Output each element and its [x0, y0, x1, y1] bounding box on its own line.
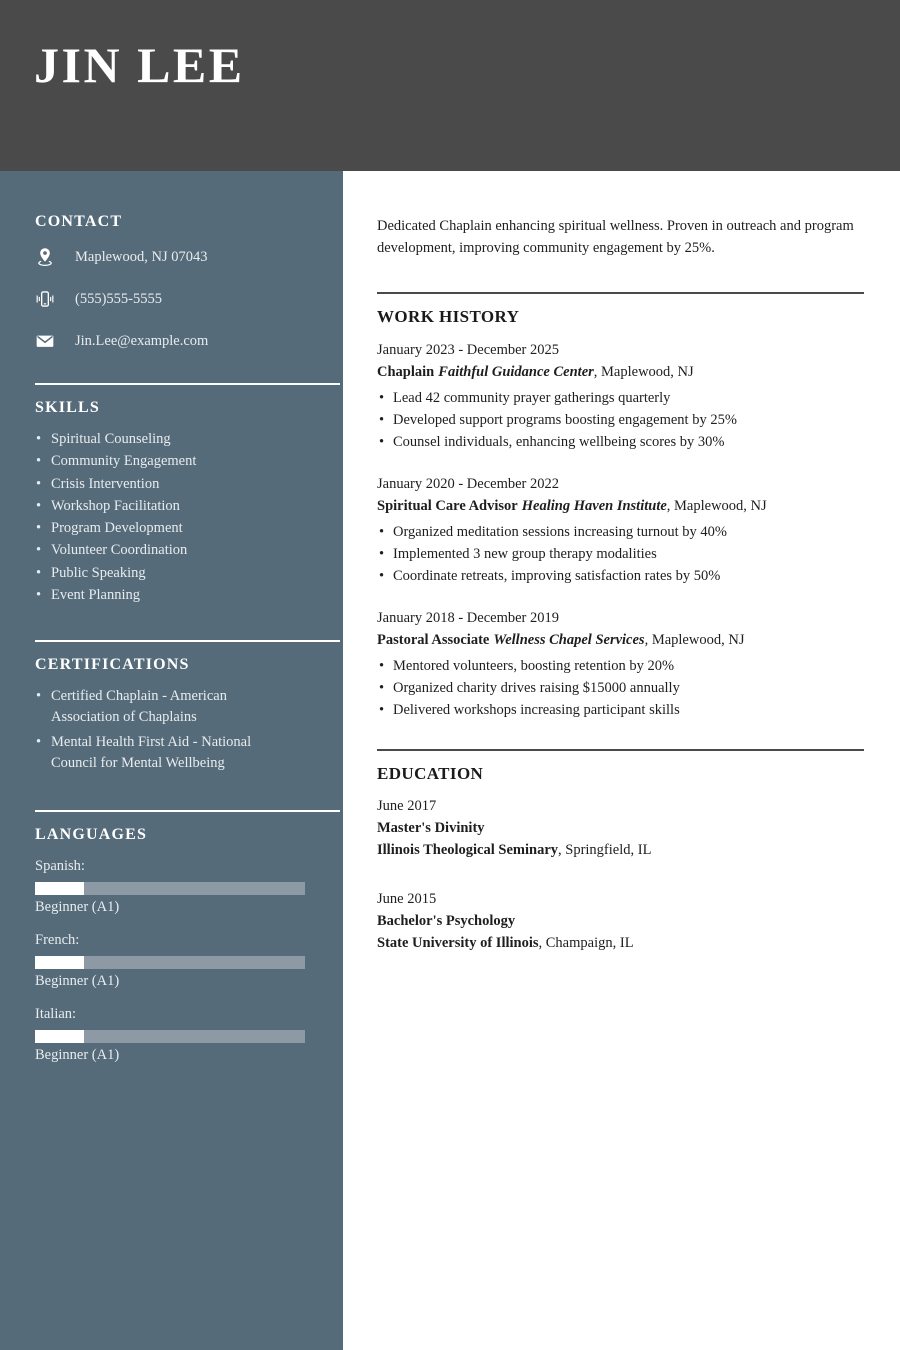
main-content — [343, 171, 900, 1350]
job-company: Faithful Guidance Center — [438, 364, 594, 380]
language-progress-fill — [35, 1030, 84, 1043]
language-name: Italian: — [35, 1006, 77, 1023]
certifications-section — [35, 640, 340, 774]
job-bullet: • Counsel individuals, enhancing wellbeing scores by 30% — [377, 431, 864, 453]
job-company: Healing Haven Institute — [521, 498, 667, 514]
contact-item-email — [35, 329, 340, 353]
contact-heading: CONTACT — [35, 213, 123, 230]
education-heading: EDUCATION — [377, 764, 484, 783]
contact-location-text: Maplewood, NJ 07043 — [75, 248, 208, 265]
language-progress-track — [35, 956, 305, 969]
skills-list — [35, 428, 340, 606]
languages-section — [35, 810, 340, 1065]
job-entry — [377, 340, 864, 453]
email-icon — [35, 330, 55, 352]
job-title — [377, 630, 864, 650]
section-divider — [35, 640, 340, 642]
certification-item: • Certified Chaplain - American Association of Chaplains — [35, 686, 297, 728]
job-bullet: • Implemented 3 new group therapy modalities — [377, 543, 864, 565]
work-history-heading: WORK HISTORY — [377, 307, 520, 326]
section-divider — [377, 749, 864, 751]
job-location: , Maplewood, NJ — [644, 632, 745, 648]
job-location: , Maplewood, NJ — [593, 364, 694, 380]
job-bullet: • Developed support programs boosting engagement by 25% — [377, 409, 864, 431]
section-divider — [377, 292, 864, 294]
job-role: Chaplain — [377, 364, 435, 380]
job-entry — [377, 608, 864, 721]
education-degree: Master's Divinity — [377, 820, 485, 836]
contact-item-phone — [35, 287, 340, 311]
contact-section — [35, 213, 340, 353]
language-progress-track — [35, 1030, 305, 1043]
name-title: JIN LEE — [34, 37, 245, 93]
job-bullets — [377, 655, 864, 721]
education-entry — [377, 888, 864, 954]
job-bullet: • Delivered workshops increasing participant skills — [377, 699, 864, 721]
contact-list — [35, 245, 340, 353]
skill-item: • Program Development — [35, 517, 340, 539]
language-item-spanish — [35, 856, 340, 917]
skill-item: • Event Planning — [35, 584, 340, 606]
skill-item: • Spiritual Counseling — [35, 428, 340, 450]
certification-item: • Mental Health First Aid - National Council for Mental Wellbeing — [35, 732, 297, 774]
contact-item-location — [35, 245, 340, 269]
job-bullet: • Mentored volunteers, boosting retention by 20% — [377, 655, 864, 677]
skills-heading: SKILLS — [35, 399, 101, 416]
job-title — [377, 496, 864, 516]
education-location: , Champaign, IL — [538, 935, 634, 951]
language-name: French: — [35, 932, 80, 949]
section-divider — [35, 383, 340, 385]
job-entry — [377, 474, 864, 587]
education-school: State University of Illinois — [377, 935, 539, 951]
language-level: Beginner (A1) — [35, 973, 120, 990]
language-item-french — [35, 930, 340, 991]
job-location: , Maplewood, NJ — [666, 498, 767, 514]
job-bullets — [377, 521, 864, 587]
job-role: Pastoral Associate — [377, 632, 490, 648]
job-company: Wellness Chapel Services — [493, 632, 645, 648]
language-level: Beginner (A1) — [35, 1047, 120, 1064]
education-entry — [377, 795, 864, 861]
job-bullets — [377, 387, 864, 453]
education-school-line — [377, 839, 864, 861]
skill-item: • Workshop Facilitation — [35, 495, 340, 517]
certifications-heading: CERTIFICATIONS — [35, 656, 190, 674]
language-progress-track — [35, 882, 305, 895]
summary-text: Dedicated Chaplain enhancing spiritual wellness. Proven in outreach and program development, improving community engagement by 25%. — [377, 218, 854, 256]
skills-section — [35, 383, 340, 606]
header-band — [0, 0, 900, 171]
job-bullet: • Lead 42 community prayer gatherings quarterly — [377, 387, 864, 409]
education-date: June 2015 — [377, 891, 437, 907]
certifications-list — [35, 686, 340, 774]
language-progress-fill — [35, 956, 84, 969]
job-title — [377, 362, 864, 382]
skill-item: • Community Engagement — [35, 450, 340, 472]
languages-heading: LANGUAGES — [35, 826, 148, 844]
language-progress-fill — [35, 882, 84, 895]
language-level: Beginner (A1) — [35, 899, 120, 916]
job-bullet: • Coordinate retreats, improving satisfaction rates by 50% — [377, 565, 864, 587]
phone-icon — [35, 288, 55, 310]
location-pin-icon — [35, 246, 55, 268]
education-date: June 2017 — [377, 798, 437, 814]
language-name: Spanish: — [35, 858, 85, 875]
section-divider — [35, 810, 340, 812]
education-school-line — [377, 932, 864, 954]
contact-email-text: Jin.Lee@example.com — [75, 332, 209, 349]
sidebar — [0, 171, 343, 1350]
job-dates: January 2018 - December 2019 — [377, 610, 559, 626]
contact-phone-text: (555)555-5555 — [75, 290, 162, 307]
job-dates: January 2023 - December 2025 — [377, 342, 559, 358]
education-location: , Springfield, IL — [558, 842, 652, 858]
work-history-section — [377, 292, 864, 721]
skill-item: • Volunteer Coordination — [35, 539, 340, 561]
job-role: Spiritual Care Advisor — [377, 498, 518, 514]
education-degree: Bachelor's Psychology — [377, 913, 516, 929]
job-bullet: • Organized meditation sessions increasing turnout by 40% — [377, 521, 864, 543]
languages-list — [35, 856, 340, 1065]
language-item-italian — [35, 1004, 340, 1065]
job-bullet: • Organized charity drives raising $15000 annually — [377, 677, 864, 699]
education-school: Illinois Theological Seminary — [377, 842, 559, 858]
job-dates: January 2020 - December 2022 — [377, 476, 559, 492]
skill-item: • Public Speaking — [35, 562, 340, 584]
skill-item: • Crisis Intervention — [35, 473, 340, 495]
education-section — [377, 749, 864, 954]
